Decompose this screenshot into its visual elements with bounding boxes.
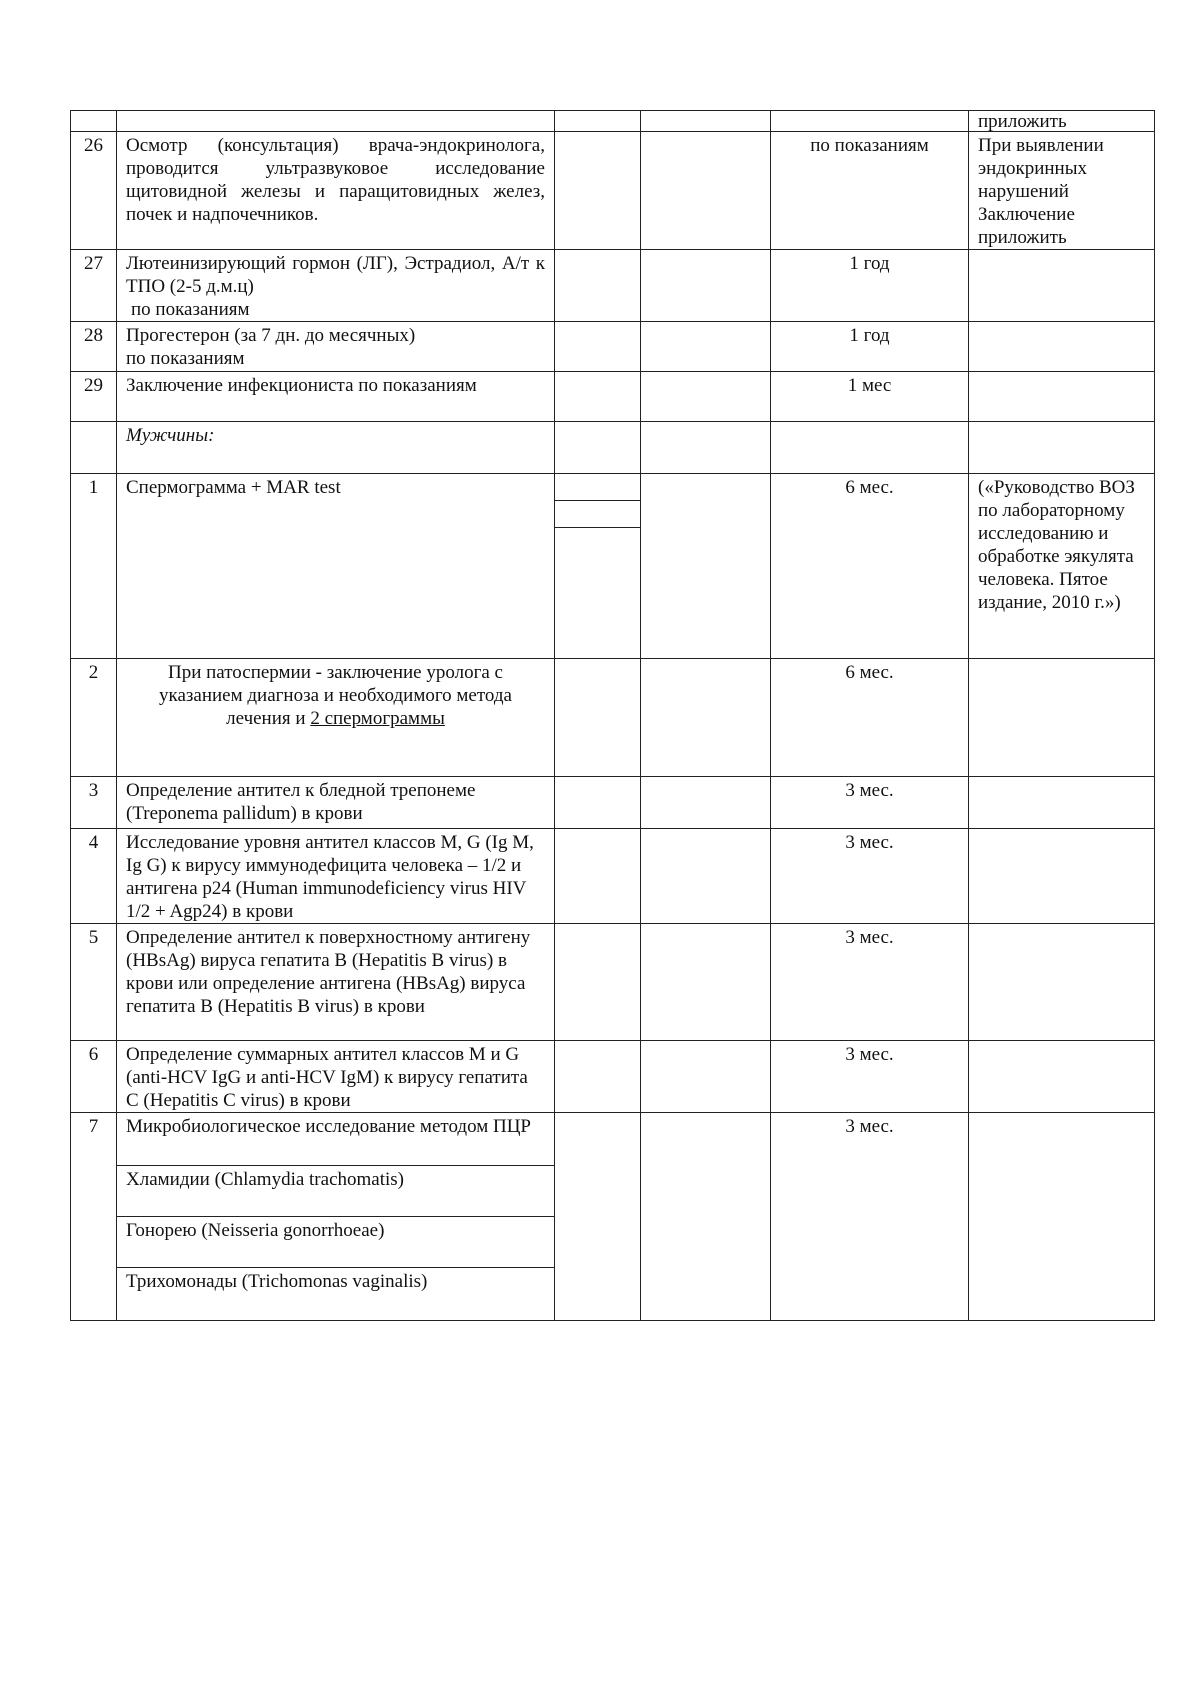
row-number-cell: 1 <box>71 474 117 659</box>
description-text: При патоспермии - заключение уролога с указанием диагноза и необходимого метода лечения и <box>159 662 512 729</box>
table-row <box>71 474 1155 659</box>
description-cell <box>117 322 555 372</box>
table-row <box>71 372 1155 422</box>
description-cell <box>117 659 555 777</box>
description-text: Лютеинизирующий гормон (ЛГ), Эстрадиол, А/т к ТПО (2-5 д.м.ц) <box>126 253 545 297</box>
table-row <box>71 250 1155 322</box>
table-row <box>71 924 1155 1041</box>
description-underlined: 2 спермограммы <box>310 708 445 729</box>
description-text: Прогестерон (за 7 дн. до месячных) <box>126 325 416 346</box>
row-number-cell: 6 <box>71 1041 117 1113</box>
section-header: Мужчины: <box>117 422 555 474</box>
description-cell: Осмотр (консультация) врача-эндокринолога, проводится ультразвуковое исследование щитовидной железы и паращитовидных желез, почек и надпочечников. <box>117 132 555 250</box>
description-cell <box>117 111 555 132</box>
sub-item: Гонорею (Neisseria gonorrhoeae) <box>117 1216 554 1267</box>
description-cell <box>117 250 555 322</box>
note-cell: При выявлении эндокринных нарушений Заключение приложить <box>969 132 1155 250</box>
table-row <box>71 111 1155 132</box>
description-cell: Заключение инфекциониста по показаниям <box>117 372 555 422</box>
row-number-cell: 3 <box>71 777 117 829</box>
period-cell: 3 мес. <box>771 924 969 1041</box>
description-cell: Исследование уровня антител классов M, G (Ig M, Ig G) к вирусу иммунодефицита человека – 1/2 и антигена p24 (Human immunodeficiency virus HIV 1/2 + Agp24) в крови <box>117 829 555 924</box>
table-row <box>71 659 1155 777</box>
row-number-cell: 26 <box>71 132 117 250</box>
description-note: по показаниям <box>131 299 250 320</box>
period-cell: 1 мес <box>771 372 969 422</box>
table-row <box>71 1113 1155 1321</box>
table-row <box>71 1041 1155 1113</box>
description-cell: Спермограмма + MAR test <box>117 474 555 659</box>
row-number-cell <box>71 111 117 132</box>
table-row <box>71 132 1155 250</box>
period-cell: 6 мес. <box>771 659 969 777</box>
note-cell: приложить <box>969 111 1155 132</box>
sub-item: Хламидии (Chlamydia trachomatis) <box>117 1165 554 1216</box>
description-cell: Определение антител к поверхностному антигену (HBsAg) вируса гепатита В (Hepatitis B virus) в крови или определение антигена (HBsAg) вируса гепатита В (Hepatitis B virus) в крови <box>117 924 555 1041</box>
period-cell: 3 мес. <box>771 1113 969 1321</box>
description-cell: Определение антител к бледной трепонеме (Treponema pallidum) в крови <box>117 777 555 829</box>
row-number-cell: 28 <box>71 322 117 372</box>
row-number-cell: 7 <box>71 1113 117 1321</box>
row-number-cell: 27 <box>71 250 117 322</box>
description-cell: Определение суммарных антител классов M и G (anti-HCV IgG и anti-HCV IgM) к вирусу гепатита C (Hepatitis C virus) в крови <box>117 1041 555 1113</box>
description-note: по показаниям <box>126 348 245 369</box>
table-row <box>71 829 1155 924</box>
table-row <box>71 322 1155 372</box>
period-cell: 3 мес. <box>771 1041 969 1113</box>
note-cell: («Руководство ВОЗ по лабораторному исследованию и обработке эякулята человека. Пятое издание, 2010 г.») <box>969 474 1155 659</box>
period-cell: 3 мес. <box>771 777 969 829</box>
row-number-cell: 29 <box>71 372 117 422</box>
period-cell: 1 год <box>771 322 969 372</box>
period-cell: 3 мес. <box>771 829 969 924</box>
period-cell: по показаниям <box>771 132 969 250</box>
sub-item: Трихомонады (Trichomonas vaginalis) <box>117 1267 554 1320</box>
table-row <box>71 422 1155 474</box>
period-cell: 1 год <box>771 250 969 322</box>
row-number-cell: 5 <box>71 924 117 1041</box>
row-number-cell: 4 <box>71 829 117 924</box>
row-number-cell: 2 <box>71 659 117 777</box>
table-row <box>71 777 1155 829</box>
description-cell <box>117 1113 555 1321</box>
period-cell: 6 мес. <box>771 474 969 659</box>
description-text: Микробиологическое исследование методом ПЦР <box>126 1116 531 1137</box>
requirements-table <box>70 110 1155 1321</box>
